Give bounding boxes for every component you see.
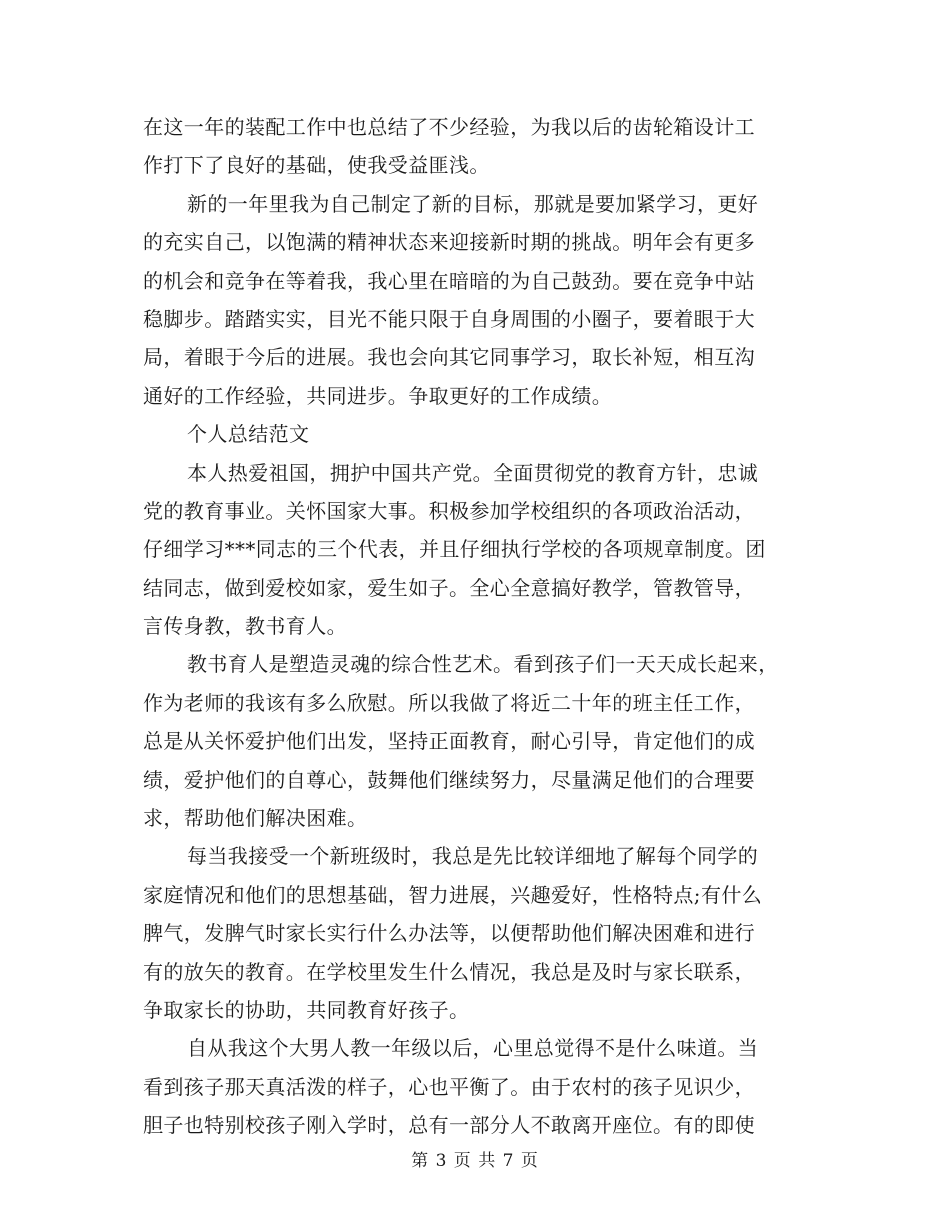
text-line: 的充实自己，以饱满的精神状态来迎接新时期的挑战。明年会有更多 (143, 230, 755, 255)
page-number-footer: 第 3 页 共 7 页 (411, 1151, 539, 1171)
text-line: 仔细学习***同志的三个代表，并且仔细执行学校的各项规章制度。团 (143, 537, 766, 562)
section-heading: 个人总结范文 (187, 422, 310, 447)
text-line: 有的放矢的教育。在学校里发生什么情况，我总是及时与家长联系， (143, 959, 755, 984)
text-line: 家庭情况和他们的思想基础，智力进展，兴趣爱好，性格特点;有什么 (143, 882, 763, 907)
text-line: 局，着眼于今后的进展。我也会向其它同事学习，取长补短，相互沟 (143, 345, 755, 370)
text-line: 党的教育事业。关怀国家大事。积极参加学校组织的各项政治活动， (143, 498, 755, 523)
text-line: 本人热爱祖国，拥护中国共产党。全面贯彻党的教育方针，忠诚 (187, 460, 759, 485)
text-line: 脾气，发脾气时家长实行什么办法等，以便帮助他们解决困难和进行 (143, 921, 755, 946)
document-body (143, 108, 808, 1145)
text-line: 在这一年的装配工作中也总结了不少经验，为我以后的齿轮箱设计工 (143, 115, 755, 139)
text-line: 看到孩子那天真活泼的样子，心也平衡了。由于农村的孩子见识少， (143, 1074, 755, 1099)
text-line: 结同志，做到爱校如家，爱生如子。全心全意搞好教学，管教管导， (143, 575, 755, 600)
text-line: 每当我接受一个新班级时，我总是先比较详细地了解每个同学的 (187, 844, 759, 869)
text-line: 争取家长的协助，共同教育好孩子。 (143, 997, 470, 1022)
text-line: 通好的工作经验，共同进步。争取更好的工作成绩。 (143, 383, 613, 408)
text-line: 教书育人是塑造灵魂的综合性艺术。看到孩子们一天天成长起来， (187, 652, 779, 677)
text-line: 言传身教，教书育人。 (143, 614, 347, 639)
text-line: 胆子也特别校孩子刚入学时，总有一部分人不敢离开座位。有的即使 (143, 1113, 755, 1138)
text-line: 稳脚步。踏踏实实，目光不能只限于自身周围的小圈子，要着眼于大 (143, 306, 755, 331)
text-line: 作为老师的我该有多么欣慰。所以我做了将近二十年的班主任工作， (143, 690, 755, 715)
text-line: 总是从关怀爱护他们出发，坚持正面教育，耐心引导，肯定他们的成 (143, 729, 755, 754)
text-line: 绩，爱护他们的自尊心，鼓舞他们继续努力，尽量满足他们的合理要 (143, 767, 755, 792)
text-line: 自从我这个大男人教一年级以后，心里总觉得不是什么味道。当 (187, 1036, 759, 1061)
text-line: 求，帮助他们解决困难。 (143, 806, 368, 831)
text-line: 新的一年里我为自己制定了新的目标，那就是要加紧学习，更好 (187, 191, 759, 216)
text-line: 作打下了良好的基础，使我受益匪浅。 (143, 153, 490, 178)
text-line: 的机会和竞争在等着我，我心里在暗暗的为自己鼓劲。要在竞争中站 (143, 268, 755, 293)
